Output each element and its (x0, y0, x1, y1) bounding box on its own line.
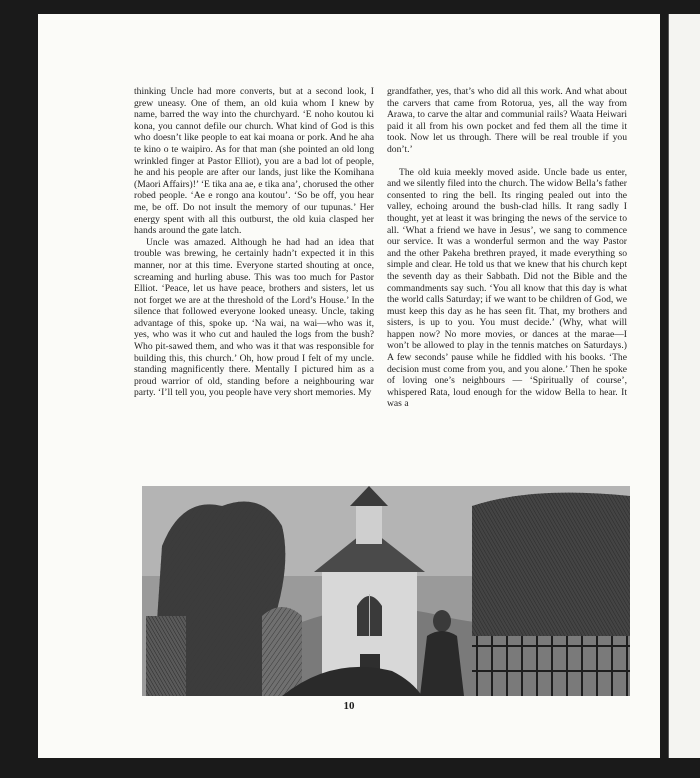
article-left-column (134, 86, 374, 399)
right-paragraph-2: The old kuia meekly moved aside. Uncle bade us enter, and we silently filed into the church. The widow Bella’s father consented to ring the bell. Its ringing pealed out into the valley, echoing around the bush-clad hills. It rang sadly I thought, yet at least it was bringing the news of the service to all. ‘What a friend we have in Jesus’, we sang to commence our service. It was a wonderful sermon and the way Pastor and the other Pakeha brethren prayed, it made everything so simple and clear. He told us that we knew that his church kept the seventh day as their Sabbath. Did not the Bible and the commandments say such. ‘You all know that this day is what the world calls Saturday; if we want to be children of God, we must keep this day as he has seen fit. That, my brothers and sisters, is up to you. You must decide.’ (Why, what will happen now? No more movies, or dances at the marae—I won’t be allowed to play in the tennis matches on Saturdays.) A few seconds’ pause while he fiddled with his books. ‘The decision must come from you, and you alone.’ Then he spoke of loving one’s neighbours — ‘Spiritually of course’, whispered Rata, loud enough for the widow Bella to hear. It was a (387, 166, 627, 410)
left-paragraph-1: thinking Uncle had more converts, but at a second look, I grew uneasy. One of them, an old kuia whom I knew by name, barred the way into the churchyard. ‘E noho koutou ki kona, you cannot defile our church. What kind of God is this who doesn’t like people to eat kai moana or pork. And he aha te kino o te waipiro. As for that man (she pointed an old long wrinkled finger at Pastor Elliot), you are a bad lot of people, he and his people are after our lands, just like the Komihana (Maori Affairs)!’ ‘E tika ana ae, e tika ana’, chorused the other robed people. ‘Ae e rongo ana koutou’. ‘So be off, you hear me, be off. Do not insult the memory of our tupunas.’ Her energy spent with all this outburst, the old kuia clasped her hands around the gate latch. (134, 86, 374, 237)
facing-page-edge (668, 14, 700, 758)
kuia-head (433, 610, 451, 632)
page-number: 10 (343, 700, 355, 712)
right-paragraph-1: grandfather, yes, that’s who did all this work. And what about the carvers that came from Rotorua, yes, all the way from Arawa, to carve the altar and communial rails? Waata Heiwari paid it all from his own pocket and fed them all the time it took. Now let us through. There will be real trouble if you don’t.’ (387, 86, 627, 155)
kuia-figure (420, 631, 464, 696)
left-paragraph-2: Uncle was amazed. Although he had had an idea that trouble was brewing, he certainly hadn’t expected it in this manner, nor at this time. Everyone started shouting at once, screaming and hurling abuse. This was too much for Pastor Elliot. ‘Peace, let us have peace, brothers and sisters, let us not forget we are at the threshold of the Lord’s House.’ In the silence that followed everyone looked uneasy. Uncle, taking advantage of this, spoke up. ‘Na wai, na wai—who was it, yes, who was it who cut and hauled the logs from the bush? Who pit-sawed them, and who was it that was responsible for building this, this church.’ Oh, how proud I felt of my uncle. standing magnificently there. Mentally I pictured him as a proud warrior of old, standing before a neighbouring war party. ‘I’ll tell you, you people have very short memories. My (134, 236, 374, 399)
article-right-column (387, 86, 627, 410)
church-steeple (356, 504, 382, 544)
magazine-page (38, 14, 660, 758)
illustration-drawing (142, 486, 630, 696)
churchyard-illustration (142, 486, 630, 696)
